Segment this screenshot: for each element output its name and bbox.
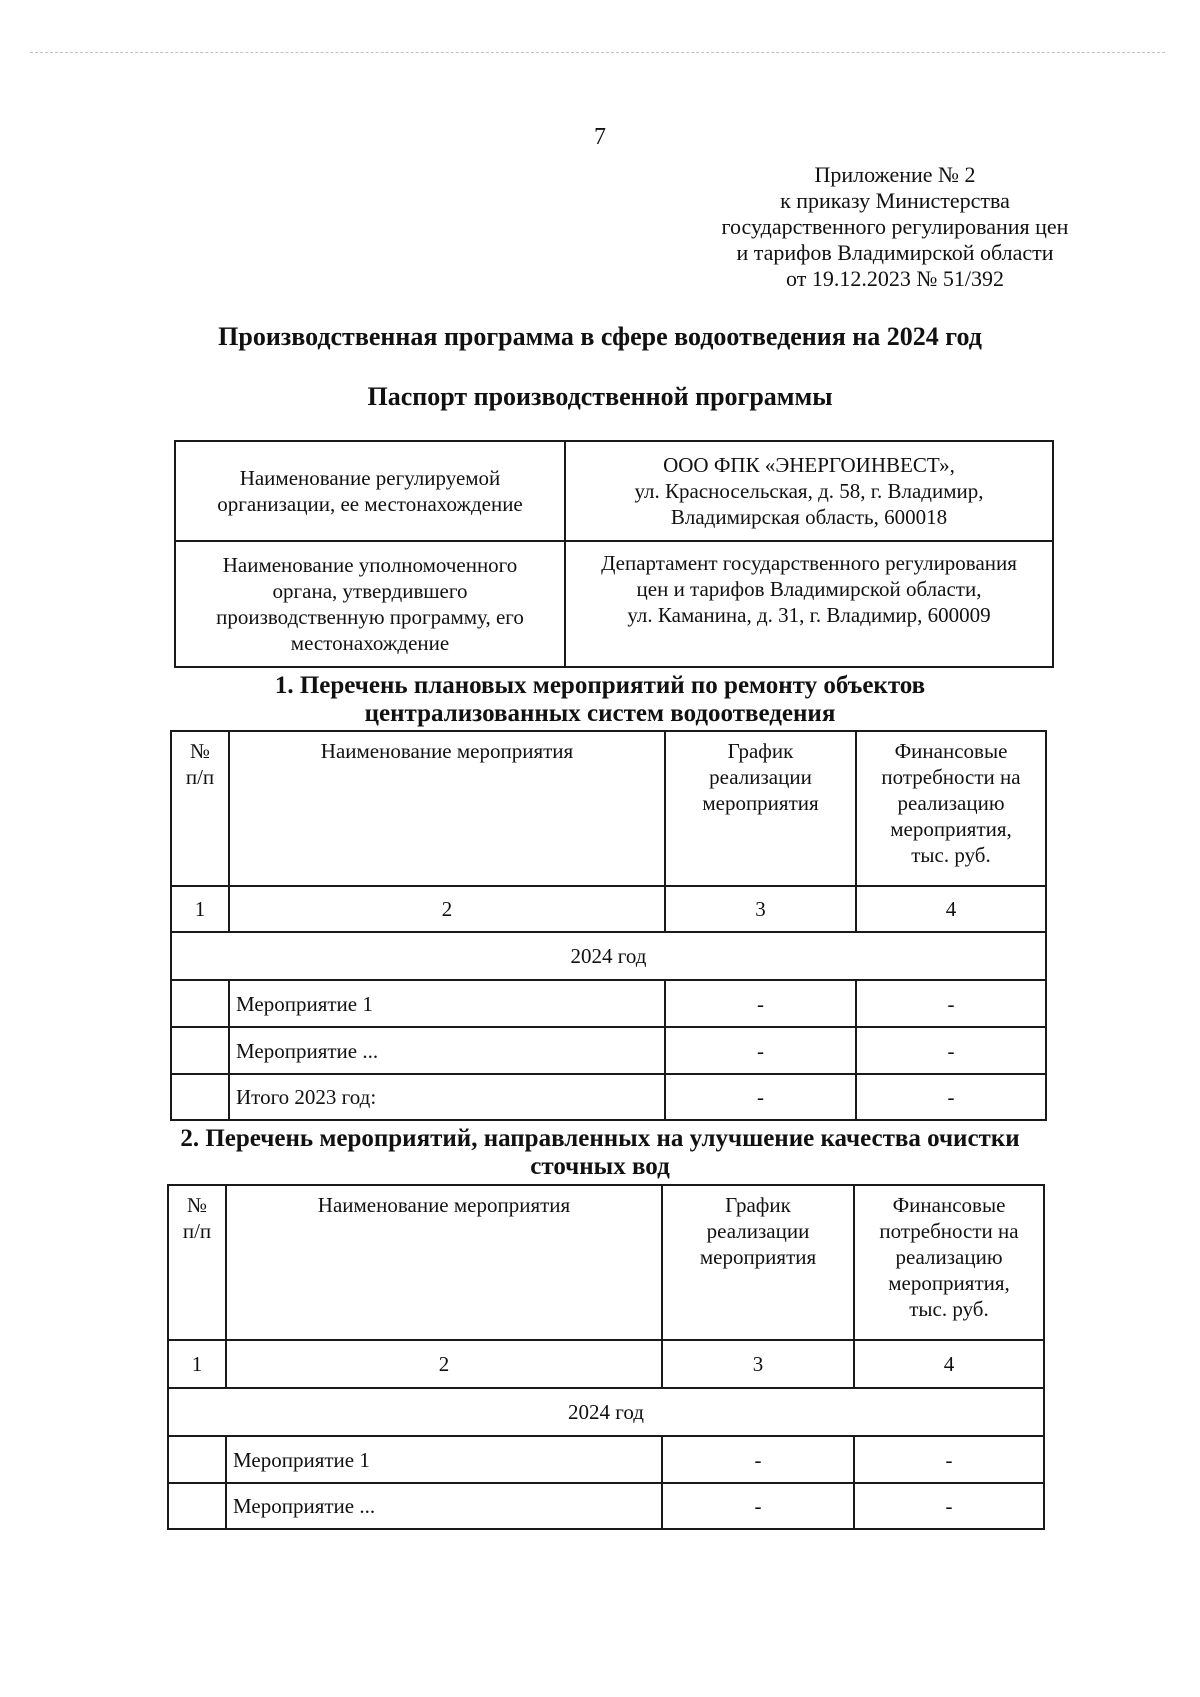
document-title: Производственная программа в сфере водоотведения на 2024 год (218, 322, 982, 351)
row-schedule: - (662, 1436, 854, 1483)
row-name: Мероприятие ... (229, 1027, 665, 1074)
year-cell: 2024 год (168, 1388, 1044, 1436)
header-finance: Финансовые потребности на реализацию мероприятия, тыс. руб. (856, 731, 1046, 886)
header-finance: Финансовые потребности на реализацию мероприятия, тыс. руб. (854, 1185, 1044, 1340)
table-row (171, 1074, 1046, 1120)
row-schedule: - (665, 1027, 856, 1074)
column-number: 4 (854, 1340, 1044, 1388)
header-num: № п/п (171, 731, 229, 886)
row-name: Мероприятие 1 (229, 980, 665, 1027)
row-num (168, 1436, 226, 1483)
passport-row (175, 441, 1053, 541)
row-name: Мероприятие ... (226, 1483, 662, 1529)
row-finance: - (856, 1027, 1046, 1074)
appendix-line: государственного регулирования цен (721, 214, 1069, 239)
row-finance: - (854, 1483, 1044, 1529)
header-schedule: График реализации мероприятия (665, 731, 856, 886)
column-number: 3 (662, 1340, 854, 1388)
column-number-row (168, 1340, 1044, 1388)
table-row (168, 1483, 1044, 1529)
page-number: 7 (594, 124, 606, 150)
row-schedule: - (662, 1483, 854, 1529)
table-row (171, 1027, 1046, 1074)
appendix-line: к приказу Министерства (780, 188, 1010, 213)
appendix-line: Приложение № 2 (814, 162, 976, 187)
passport-table (174, 440, 1054, 668)
section2-title: 2. Перечень мероприятий, направленных на улучшение качества очистки сточных вод (180, 1125, 1020, 1180)
row-name: Мероприятие 1 (226, 1436, 662, 1483)
year-cell: 2024 год (171, 932, 1046, 980)
section1-title: 1. Перечень плановых мероприятий по ремонту объектов централизованных систем водоотведения (274, 672, 926, 727)
appendix-line: от 19.12.2023 № 51/392 (786, 266, 1004, 291)
table-row (171, 980, 1046, 1027)
row-finance: - (856, 980, 1046, 1027)
row-finance: - (856, 1074, 1046, 1120)
column-number: 2 (226, 1340, 662, 1388)
column-number: 3 (665, 886, 856, 932)
table-row (168, 1436, 1044, 1483)
column-number: 2 (229, 886, 665, 932)
column-number: 1 (168, 1340, 226, 1388)
row-num (168, 1483, 226, 1529)
header-name: Наименование мероприятия (226, 1185, 662, 1340)
passport-label-cell: Наименование уполномоченного органа, утвердившего производственную программу, его местонахождение (175, 541, 565, 667)
row-finance: - (854, 1436, 1044, 1483)
passport-title: Паспорт производственной программы (367, 382, 833, 411)
header-name: Наименование мероприятия (229, 731, 665, 886)
header-schedule: График реализации мероприятия (662, 1185, 854, 1340)
scan-edge-line (30, 52, 1165, 53)
passport-value-cell: Департамент государственного регулирования цен и тарифов Владимирской области, ул. Каманина, д. 31, г. Владимир, 600009 (565, 541, 1053, 667)
row-schedule: - (665, 1074, 856, 1120)
column-number: 1 (171, 886, 229, 932)
row-num (171, 1074, 229, 1120)
column-number-row (171, 886, 1046, 932)
row-num (171, 1027, 229, 1074)
passport-value-cell: ООО ФПК «ЭНЕРГОИНВЕСТ», ул. Красносельская, д. 58, г. Владимир, Владимирская область, 600018 (565, 441, 1053, 541)
table-header-row (171, 731, 1046, 886)
column-number: 4 (856, 886, 1046, 932)
passport-label-cell: Наименование регулируемой организации, ее местонахождение (175, 441, 565, 541)
year-row (168, 1388, 1044, 1436)
table-header-row (168, 1185, 1044, 1340)
row-name: Итого 2023 год: (229, 1074, 665, 1120)
section2-table (167, 1184, 1045, 1530)
section1-table (170, 730, 1047, 1121)
header-num: № п/п (168, 1185, 226, 1340)
passport-row (175, 541, 1053, 667)
appendix-line: и тарифов Владимирской области (736, 240, 1054, 265)
year-row (171, 932, 1046, 980)
appendix-block (700, 162, 1090, 292)
row-schedule: - (665, 980, 856, 1027)
row-num (171, 980, 229, 1027)
